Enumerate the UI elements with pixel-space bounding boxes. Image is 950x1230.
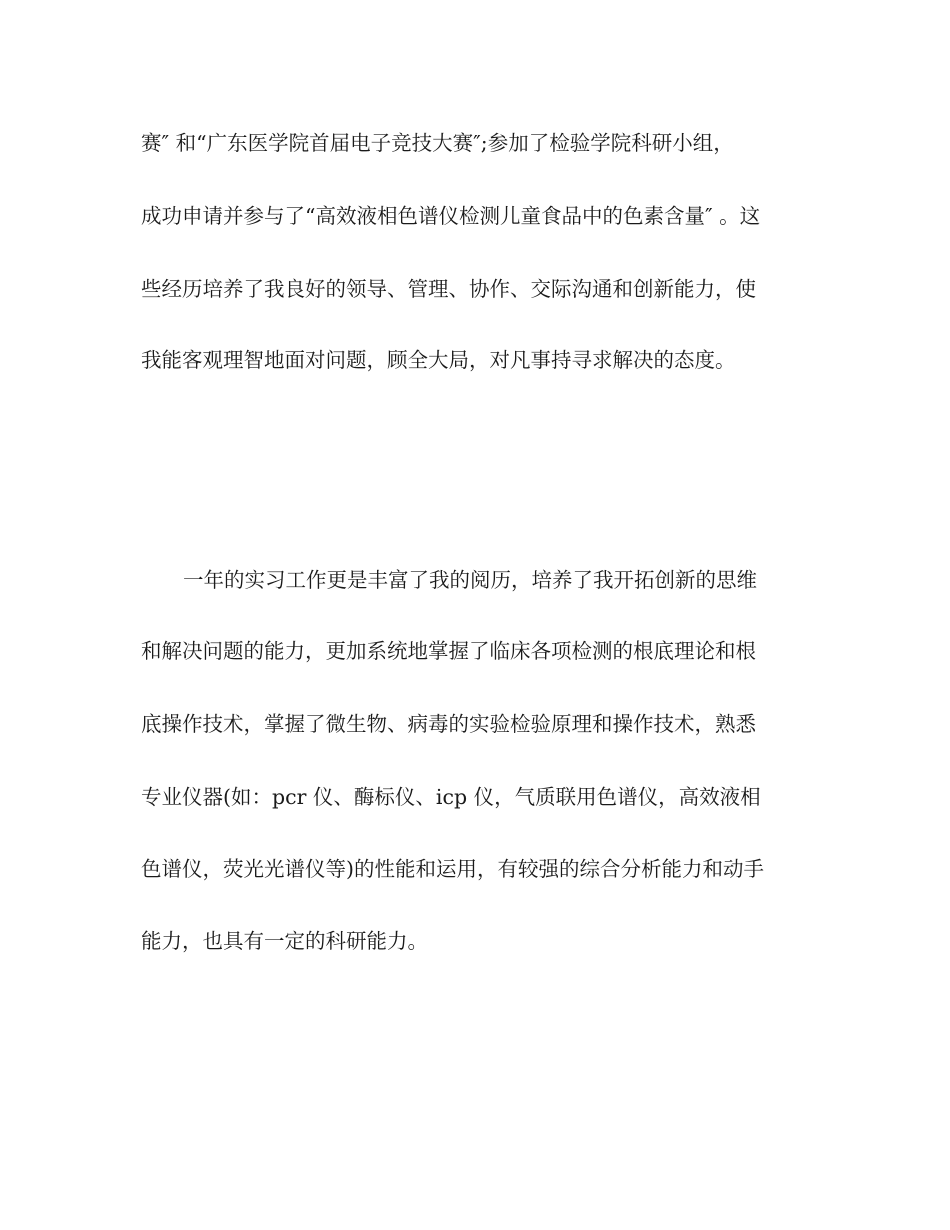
paragraph-line: 能力，也具有一定的科研能力。	[141, 929, 428, 953]
paragraph-line: 色谱仪，荧光光谱仪等)的性能和运用，有较强的综合分析能力和动手	[141, 857, 764, 881]
paragraph-line: 我能客观理智地面对问题，顾全大局，对凡事持寻求解决的态度。	[141, 348, 736, 372]
paragraph-line: 成功申请并参与了“高效液相色谱仪检测儿童食品中的色素含量″ 。这	[141, 204, 761, 228]
paragraph-line: 和解决问题的能力，更加系统地掌握了临床各项检测的根底理论和根	[141, 639, 756, 663]
paragraph-line: 赛″ 和“广东医学院首届电子竞技大赛″;参加了检验学院科研小组，	[141, 131, 734, 155]
paragraph-line: 底操作技术，掌握了微生物、病毒的实验检验原理和操作技术，熟悉	[141, 712, 756, 736]
paragraph-line: 些经历培养了我良好的领导、管理、协作、交际沟通和创新能力，使	[141, 277, 756, 301]
paragraph-line: 一年的实习工作更是丰富了我的阅历，培养了我开拓创新的思维	[183, 568, 757, 592]
paragraph-line: 专业仪器(如：pcr 仪、酶标仪、icp 仪，气质联用色谱仪，高效液相	[141, 785, 761, 809]
